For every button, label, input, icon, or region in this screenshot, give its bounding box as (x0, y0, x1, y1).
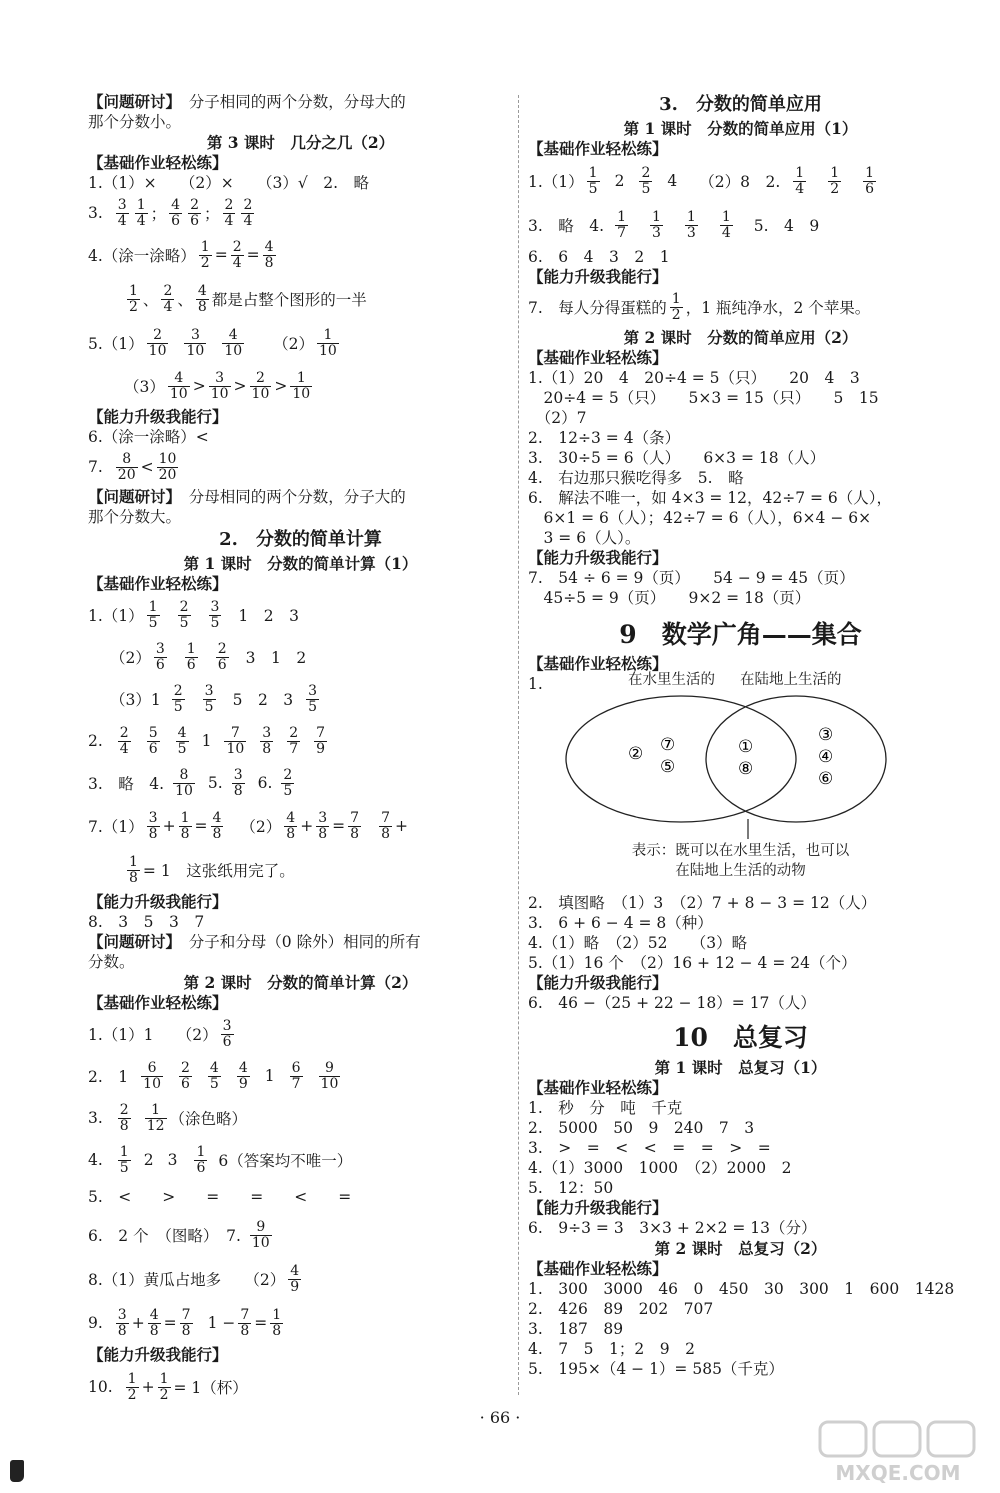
answer-line: 3. 略 4. $\frac{8}{10}$ 5. $\frac{3}{8}$ 6. $\frac{2}{5}$ (88, 766, 293, 799)
venn-circle-water (566, 696, 796, 822)
answer-line: 6. 2 个 （图略） 7. $\frac{9}{10}$ (88, 1218, 270, 1251)
venn-item: ③ (818, 725, 834, 745)
fraction: $\frac{2}{4}$ (224, 196, 234, 229)
venn-note: 表示：既可以在水里生活，也可以 (631, 843, 850, 859)
svg-text:MXQE.COM: MXQE.COM (835, 1461, 961, 1485)
answer-line: 2. 426 89 202 707 (528, 1300, 714, 1318)
lesson-title: 第 1 课时 分数的简单计算（1） (183, 554, 418, 573)
answer-line: 2. 1 $\frac{6}{10}$ $\frac{2}{6}$ $\frac{4}{5}$ $\frac{4}{9}$ 1 $\frac{6}{7}$ $\frac{9}{10}$ (88, 1059, 339, 1092)
fraction: $\frac{2}{4}$ (243, 196, 253, 229)
fraction: $\frac{4}{6}$ (171, 196, 181, 229)
answer-line: 4. 7 5 1；2 9 2 (528, 1340, 695, 1358)
research-note: 【问题研讨】 分子相同的两个分数，分母大的 (88, 92, 406, 111)
answer-line: 1.（1）× （2）× （3）√ 2. 略 (88, 174, 370, 192)
answer-line: 3. 6 + 6 − 4 = 8（种） (528, 914, 713, 932)
answer-line: 1.（1）1 （2） $\frac{3}{6}$ (88, 1017, 232, 1050)
left-column (88, 92, 513, 1409)
venn-label-land: 在陆地上生活的 (740, 672, 842, 688)
answer-line: 6×1 = 6（人）；42÷7 = 6（人），6×4 − 6× (528, 509, 872, 527)
answer-line: 3. > = < < = = > = (528, 1139, 771, 1157)
answer-line: $\frac{1}{2}$ 、 $\frac{2}{4}$ 、 $\frac{4}{8}$ 都是占整个图形的一半 (129, 282, 367, 315)
answer-line: 6. 46 −（25 + 22 − 18）= 17（人） (528, 994, 816, 1012)
advanced-tag: 【能力升级我能行】 (528, 548, 668, 567)
fraction: $\frac{2}{6}$ (190, 196, 199, 229)
ink-mark (10, 1460, 24, 1482)
answer-block (528, 368, 953, 548)
venn-item: ② (628, 744, 644, 764)
venn-item: ⑧ (738, 759, 754, 779)
answer-line: 6. 9÷3 = 3 3×3 + 2×2 = 13（分） (528, 1219, 817, 1237)
answer-line: 4.（1）略 （2）52 （3）略 (528, 934, 748, 952)
research-note-cont: 那个分数小。 (88, 113, 182, 131)
answer-line: 2. 填图略 （1）3 （2）7 + 8 − 3 = 12（人） (528, 894, 877, 912)
answer-line: 45÷5 = 9（页） 9×2 = 18（页） (528, 589, 811, 607)
answer-line: 8. 3 5 3 7 (88, 913, 205, 931)
fraction: $\frac{1}{4}$ (136, 196, 146, 229)
page-number: · 66 · (479, 1408, 521, 1427)
research-note: 【问题研讨】 分母相同的两个分数，分子大的 (88, 487, 406, 506)
advanced-tag: 【能力升级我能行】 (88, 1345, 228, 1364)
fraction: $\frac{3}{4}$ (117, 196, 127, 229)
answer-line: （3）1 $\frac{2}{5}$ $\frac{3}{5}$ 5 2 3 $\frac{3}{5}$ (110, 682, 318, 715)
research-note-cont: 分数。 (88, 953, 135, 971)
answer-line: 7. $\frac{8}{20}$ < $\frac{10}{20}$ (88, 450, 177, 483)
answer-line: 3. $\frac{3}{4}$ $\frac{1}{4}$ ； $\frac{4}{6}$ $\frac{2}{6}$ ； $\frac{2}{4}$ $\frac{2}{4}$ (88, 196, 253, 229)
answer-line: 6.（涂一涂略）< (88, 428, 209, 446)
advanced-tag: 【能力升级我能行】 (528, 1198, 668, 1217)
answer-line: 5.（1）16 个 （2）16 + 12 − 4 = 24（个） (528, 954, 857, 972)
advanced-tag: 【能力升级我能行】 (528, 267, 668, 286)
answer-line: 10. $\frac{1}{2}$ + $\frac{1}{2}$ = 1（杯） (88, 1370, 248, 1403)
research-note-cont: 那个分数大。 (88, 508, 182, 526)
answer-line: 3. $\frac{2}{8}$ $\frac{1}{12}$ （涂色略） (88, 1101, 248, 1134)
basic-tag: 【基础作业轻松练】 (528, 348, 668, 367)
answer-line: 2. 12÷3 = 4（条） (528, 429, 681, 447)
right-column (528, 92, 953, 1379)
venn-note: 在陆地上生活的动物 (675, 863, 806, 879)
venn-question-number: 1. (528, 675, 543, 693)
lesson-title: 第 1 课时 分数的简单应用（1） (623, 119, 858, 138)
advanced-tag: 【能力升级我能行】 (88, 892, 228, 911)
basic-tag: 【基础作业轻松练】 (88, 993, 228, 1012)
lesson-title: 第 3 课时 几分之几（2） (206, 133, 395, 152)
advanced-tag: 【能力升级我能行】 (88, 407, 228, 426)
answer-line: $\frac{1}{8}$ = 1 这张纸用完了。 (129, 853, 295, 886)
answer-line: 5. < > = = < = (88, 1188, 352, 1206)
answer-line: 3 = 6（人）。 (528, 529, 641, 547)
basic-tag: 【基础作业轻松练】 (528, 654, 668, 673)
answer-line: 5. 12：50 (528, 1179, 614, 1197)
answer-line: 9. $\frac{3}{8}$ + $\frac{4}{8}$ = $\frac{7}{8}$ 1 − $\frac{7}{8}$ = $\frac{1}{8}$ (88, 1306, 282, 1339)
venn-item: ⑦ (660, 735, 676, 755)
basic-tag: 【基础作业轻松练】 (88, 153, 228, 172)
answer-line: （2）7 (528, 409, 587, 427)
basic-tag: 【基础作业轻松练】 (528, 1259, 668, 1278)
answer-line: 5.（1） $\frac{2}{10}$ $\frac{3}{10}$ $\frac{4}{10}$ （2） $\frac{1}{10}$ (88, 326, 337, 359)
venn-item: ① (738, 737, 754, 757)
answer-line: 3. 略 4. $\frac{1}{7}$ $\frac{1}{3}$ $\frac{1}{3}$ $\frac{1}{4}$ 5. 4 9 (528, 208, 820, 241)
basic-tag: 【基础作业轻松练】 (528, 139, 668, 158)
answer-line: （3） $\frac{4}{10}$ > $\frac{3}{10}$ > $\frac{2}{10}$ > $\frac{1}{10}$ (124, 369, 311, 402)
answer-line: 3. 30÷5 = 6（人） 6×3 = 18（人） (528, 449, 826, 467)
lesson-title: 第 2 课时 分数的简单应用（2） (623, 328, 858, 347)
venn-item: ⑥ (818, 769, 834, 789)
venn-item: ④ (818, 747, 834, 767)
section-title: 3. 分数的简单应用 (659, 94, 822, 115)
answer-line: 4.（1）3000 1000 （2）2000 2 (528, 1159, 792, 1177)
research-note: 【问题研讨】 分子和分母（0 除外）相同的所有 (88, 932, 421, 951)
watermark-logo (818, 1420, 978, 1486)
answer-line: 6. 解法不唯一，如 4×3 = 12，42÷7 = 6（人）， (528, 489, 893, 507)
lesson-title: 第 2 课时 分数的简单计算（2） (183, 973, 418, 992)
answer-line: 4.（涂一涂略） $\frac{1}{2}$ = $\frac{2}{4}$ = $\frac{4}{8}$ (88, 238, 274, 271)
answer-line: 1. 300 3000 46 0 450 30 300 1 600 1428 (528, 1280, 955, 1298)
column-divider (518, 95, 519, 1395)
section-title: 2. 分数的简单计算 (219, 529, 382, 550)
answer-line: 7. 54 ÷ 6 = 9（页） 54 − 9 = 45（页） (528, 569, 855, 587)
answer-line: 3. 187 89 (528, 1320, 624, 1338)
answer-line: 8.（1）黄瓜占地多 （2） $\frac{4}{9}$ (88, 1262, 300, 1295)
answer-line: 7. 每人分得蛋糕的 $\frac{1}{2}$ ，1 瓶纯净水，2 个苹果。 (528, 290, 871, 323)
answer-line: 2. 5000 50 9 240 7 3 (528, 1119, 755, 1137)
chapter-title: 10 总复习 (673, 1023, 808, 1052)
basic-tag: 【基础作业轻松练】 (88, 574, 228, 593)
answer-line: 4. 右边那只猴吃得多 5. 略 (528, 469, 744, 487)
answer-line: 20÷4 = 5（只） 5×3 = 15（只） 5 15 (528, 389, 879, 407)
basic-tag: 【基础作业轻松练】 (528, 1078, 668, 1097)
answer-line: 6. 6 4 3 2 1 (528, 248, 670, 266)
answer-line: 1. 秒 分 吨 千克 (528, 1099, 683, 1117)
answer-line: 5. 195×（4 − 1）= 585（千克） (528, 1360, 784, 1378)
answer-line: 1.（1）20 4 20÷4 = 5（只） 20 4 3 (528, 369, 860, 387)
advanced-tag: 【能力升级我能行】 (528, 973, 668, 992)
venn-svg (528, 674, 948, 849)
answer-line: （2） $\frac{3}{6}$ $\frac{1}{6}$ $\frac{2}{6}$ 3 1 2 (110, 640, 307, 673)
venn-diagram (528, 674, 953, 849)
answer-line: 1.（1） $\frac{1}{5}$ 2 $\frac{2}{5}$ 4 （2）8 2. $\frac{1}{4}$ $\frac{1}{2}$ $\frac{1}{6}$ (528, 164, 875, 197)
answer-line: 2. $\frac{2}{4}$ $\frac{5}{6}$ $\frac{4}{5}$ 1 $\frac{7}{10}$ $\frac{3}{8}$ $\frac{2}{7}$ $\frac{7}{9}$ (88, 724, 326, 757)
lesson-title: 第 2 课时 总复习（2） (654, 1239, 827, 1258)
venn-label-water: 在水里生活的 (628, 672, 715, 688)
answer-line: 7.（1） $\frac{3}{8}$ + $\frac{1}{8}$ = $\frac{4}{8}$ （2） $\frac{4}{8}$ + $\frac{3}{8}$ = $\frac{7}{8}$ $\frac{7}{8}$ + (88, 809, 408, 842)
chapter-title: 9 数学广角——集合 (619, 620, 862, 649)
answer-line: 1.（1） $\frac{1}{5}$ $\frac{2}{5}$ $\frac{3}{5}$ 1 2 3 (88, 598, 300, 631)
answer-line: 4. $\frac{1}{5}$ 2 3 $\frac{1}{6}$ 6（答案均不唯一） (88, 1143, 353, 1176)
venn-item: ⑤ (660, 757, 676, 777)
lesson-title: 第 1 课时 总复习（1） (654, 1058, 827, 1077)
